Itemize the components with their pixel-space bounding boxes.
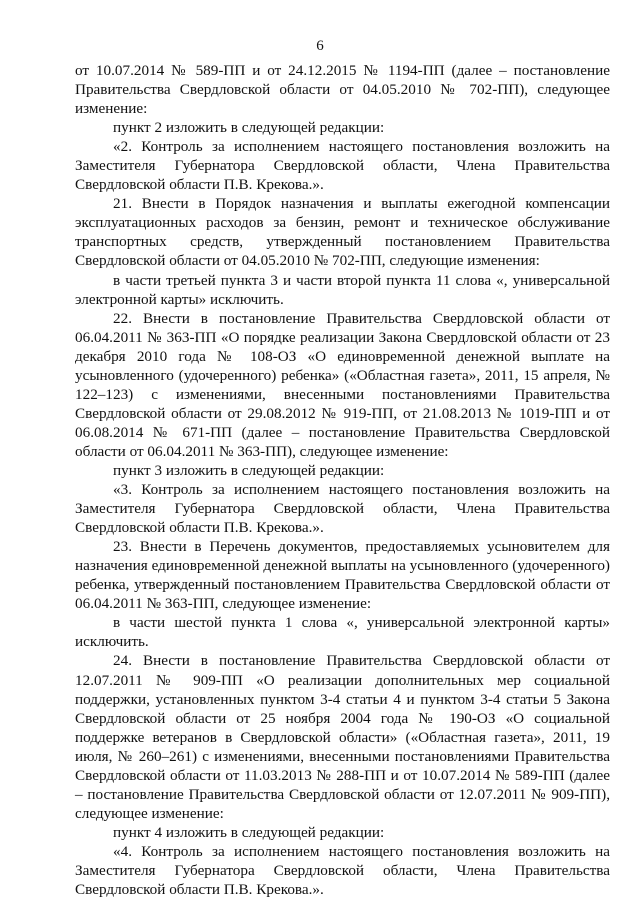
paragraph: 21. Внести в Порядок назначения и выплаты ежегодной компенсации эксплуатационных расходов за бензин, ремонт и техническое обслуживание транспортных средств, утвержденный постановлением Правительства Свердловской области от 04.05.2010 № 702-ПП, следующие изменения: [75,195,610,270]
paragraph: пункт 3 изложить в следующей редакции: [113,461,385,479]
paragraph: 23. Внести в Перечень документов, предоставляемых усыновителем для назначения единовременной денежной выплаты на усыновленного (удочеренного) ребенка, утвержденный постановлением Правительства Свердловской области от 06.04.2011 № 363-ПП, следующее изменение: [75,538,610,613]
paragraph: 22. Внести в постановление Правительства Свердловской области от 06.04.2011 № 363-ПП «О порядке реализации Закона Свердловской области от 23 декабря 2010 года № 108-ОЗ «О единовременной денежной выплате на усыновленного (удочеренного) ребенка» («Областная газета», 2011, 15 апреля, № 122–123) с изменениями, внесенными постановлениями Правительства Свердловской области от 29.08.2012 № 919-ПП, от 21.08.2013 № 1019-ПП и от 06.08.2014 № 671-ПП (далее – постановление Правительства Свердловской области от 06.04.2011 № 363-ПП), следующее изменение: [75,309,610,460]
paragraph: пункт 4 изложить в следующей редакции: [113,823,385,841]
paragraph: «4. Контроль за исполнением настоящего постановления возложить на Заместителя Губернатора Свердловской области, Члена Правительства Свердловской области П.В. Крекова.». [75,842,610,899]
paragraph: «2. Контроль за исполнением настоящего постановления возложить на Заместителя Губернатора Свердловской области, Члена Правительства Свердловской области П.В. Крекова.». [75,138,610,194]
paragraph: в части шестой пункта 1 слова «, универсальной электронной карты» исключить. [75,614,610,651]
paragraph: 24. Внести в постановление Правительства Свердловской области от 12.07.2011 № 909-ПП «О реализации дополнительных мер социальной поддержки, установленных пунктом 3-4 статьи 4 и пунктом 3-4 статьи 5 Закона Свердловской области от 25 ноября 2004 года № 190-ОЗ «О социальной поддержке ветеранов в Свердловской области» («Областная газета», 2011, 19 июля, № 260–261) с изменениями, внесенными постановлениями Правительства Свердловской области от 11.03.2013 № 288-ПП и от 10.07.2014 № 589-ПП (далее – постановление Правительства Свердловской области от 12.07.2011 № 909-ПП), следующее изменение: [75,652,610,822]
document-body [75,61,610,899]
paragraph: «3. Контроль за исполнением настоящего постановления возложить на Заместителя Губернатора Свердловской области, Члена Правительства Свердловской области П.В. Крекова.». [75,481,610,537]
paragraph: от 10.07.2014 № 589-ПП и от 24.12.2015 № 1194-ПП (далее – постановление Правительства Свердловской области от 04.05.2010 № 702-ПП), следующее изменение: [75,62,610,118]
paragraph: в части третьей пункта 3 и части второй пункта 11 слова «, универсальной электронной карты» исключить. [75,271,610,308]
page-number: 6 [316,38,324,54]
paragraph: пункт 2 изложить в следующей редакции: [113,119,385,137]
